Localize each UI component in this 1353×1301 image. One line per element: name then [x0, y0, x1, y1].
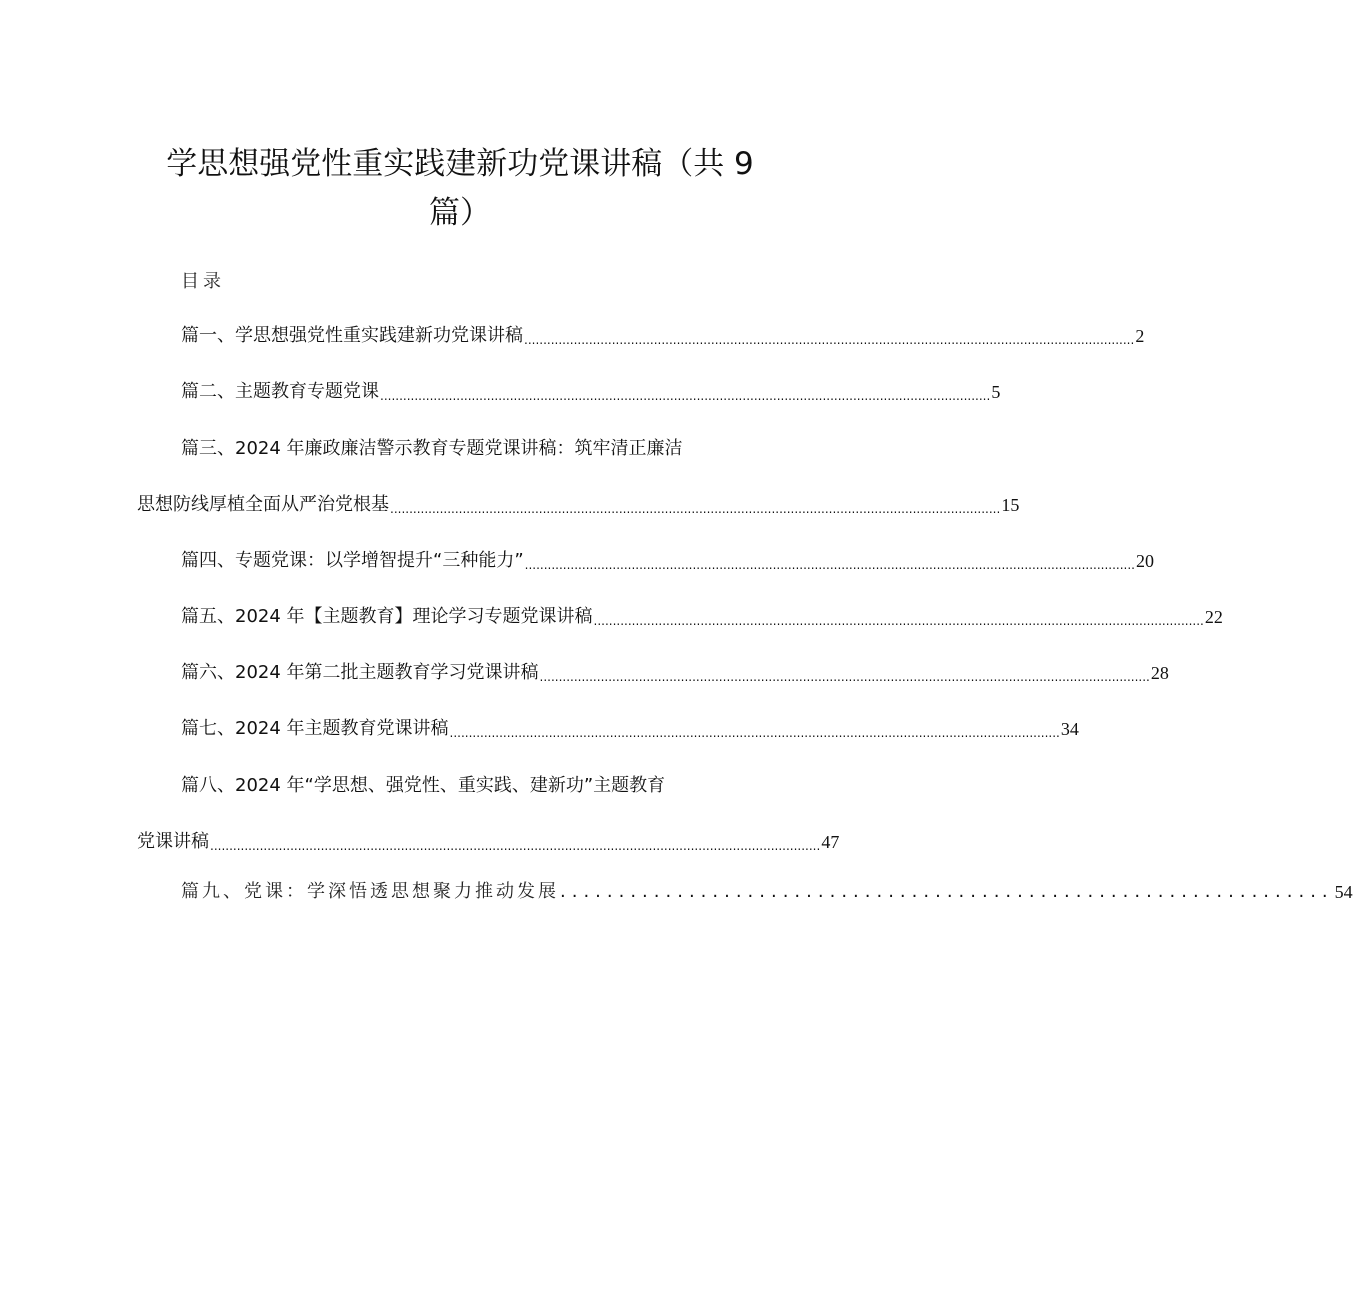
toc-leader-dots: ................................................................................................................................................................ — [524, 558, 1135, 572]
toc-entry-3-line-2[interactable] — [137, 490, 1020, 520]
toc-entry-9[interactable] — [181, 877, 1353, 907]
toc-page-number: 15 — [1001, 495, 1020, 515]
toc-leader-dots: ................................................................................................................................................................ — [449, 726, 1060, 740]
toc-entry-text: 篇三、2024 年廉政廉洁警示教育专题党课讲稿：筑牢清正廉洁 — [181, 438, 683, 459]
toc-entry-5[interactable] — [181, 602, 1223, 632]
toc-entry-4[interactable] — [181, 546, 1154, 576]
toc-leader-dots: ................................................................................................................................................................ — [593, 614, 1204, 628]
toc-entry-8-line-2[interactable] — [137, 827, 840, 857]
toc-entry-text: 篇五、2024 年【主题教育】理论学习专题党课讲稿 — [181, 606, 593, 627]
toc-entry-text: 篇七、2024 年主题教育党课讲稿 — [181, 718, 449, 739]
toc-page-number: 22 — [1204, 607, 1223, 627]
toc-page-number: 20 — [1135, 551, 1154, 571]
toc-entry-text: 篇一、学思想强党性重实践建新功党课讲稿 — [181, 325, 523, 346]
toc-entry-text: 党课讲稿 — [137, 831, 209, 852]
toc-entry-text: 篇六、2024 年第二批主题教育学习党课讲稿 — [181, 662, 539, 683]
toc-entry-1[interactable] — [181, 321, 1145, 351]
document-title-line-2: 篇） — [429, 195, 491, 231]
toc-page-number: 47 — [821, 832, 840, 852]
toc-page-number: 5 — [991, 382, 1001, 402]
toc-entry-6[interactable] — [181, 658, 1169, 688]
toc-entry-3-line-1[interactable] — [181, 434, 781, 464]
toc-entry-2[interactable] — [181, 377, 1001, 407]
toc-entry-7[interactable] — [181, 714, 1079, 744]
toc-entry-text: 篇八、2024 年“学思想、强党性、重实践、建新功”主题教育 — [181, 775, 666, 796]
toc-leader-dots: ................................................................................................................................................................ — [539, 670, 1150, 684]
toc-leader-dots: ................................................................................................................................................................ — [210, 839, 821, 853]
toc-page-number: 54 — [1334, 882, 1353, 902]
toc-page-number: 2 — [1135, 326, 1145, 346]
toc-entry-text: 篇九、党课：学深悟透思想聚力推动发展 — [181, 881, 559, 902]
document-title-line-1: 学思想强党性重实践建新功党课讲稿（共 9 — [166, 146, 754, 182]
toc-page-number: 34 — [1060, 719, 1079, 739]
toc-entry-text: 思想防线厚植全面从严治党根基 — [137, 494, 389, 515]
toc-leader-dots: .................................................................. — [560, 881, 1334, 902]
toc-leader-dots: ................................................................................................................................................................ — [380, 389, 991, 403]
toc-leader-dots: ................................................................................................................................................................ — [390, 502, 1001, 516]
toc-page-number: 28 — [1150, 663, 1169, 683]
toc-entry-8-line-1[interactable] — [181, 771, 781, 801]
toc-entry-text: 篇二、主题教育专题党课 — [181, 381, 379, 402]
toc-leader-dots: ................................................................................................................................................................ — [524, 333, 1135, 347]
toc-heading: 目录 — [181, 271, 225, 292]
toc-entry-text: 篇四、专题党课：以学增智提升“三种能力” — [181, 550, 524, 571]
